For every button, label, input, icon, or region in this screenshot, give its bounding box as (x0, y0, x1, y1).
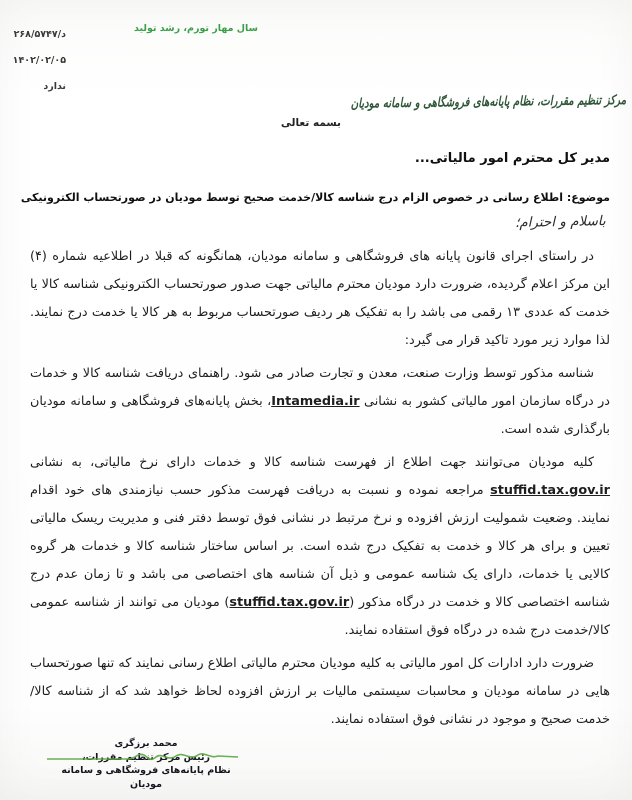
body-paragraph-3 (30, 449, 610, 645)
paragraph-text: در راستای اجرای قانون پایانه های فروشگاهی و سامانه مودیان، همانگونه که قبلا در اطلاعیه شماره (۴) این مرکز اعلام گردیده، ضرورت دارد مودیان محترم مالیاتی جهت صدور صورتحساب الکترونیکی شناسه کالا یا خدمت که عددی ۱۳ رقمی می باشد را به تفکیک هر ردیف صورتحساب مربوط به هر کالا یا خدمت درج نمایند. لذا موارد زیر مورد تاکید قرار می گیرد: (30, 249, 610, 348)
signature-title-2: نظام پایانه‌های فروشگاهی و سامانه مودیان (61, 765, 231, 790)
paragraph-text: ، بخش پایانه‌های فروشگاهی و سامانه مودیان بارگذاری شده است. (30, 394, 610, 437)
signature-title-1: رئیس مرکز تنظیم مقررات، (50, 751, 242, 765)
letter-attachment: ندارد (43, 81, 66, 92)
letterhead-calligraphy: مرکز تنظیم مقررات، نظام پایانه‌های فروشگاهی و سامانه مودیان (350, 93, 627, 112)
year-slogan: سال مهار تورم، رشد تولید (134, 23, 258, 34)
body-paragraph-1 (30, 243, 610, 355)
paragraph-text: ) مودیان می توانند از شناسه عمومی کالا/خدمت درج شده در درگاه فوق استفاده نمایند. (30, 595, 610, 638)
signature-block (50, 737, 242, 791)
letter-number: د/۲۶۸/۵۷۴۷ (13, 29, 66, 40)
paragraph-text: شناسه مذکور توسط وزارت صنعت، معدن و تجارت صادر می شود. راهنمای دریافت شناسه کالا و خدمات در درگاه سازمان امور مالیاتی کشور به نشانی (30, 366, 610, 409)
letter-date: ۱۴۰۲/۰۲/۰۵ (12, 55, 66, 66)
subject-line: موضوع: اطلاع رسانی در خصوص الزام درج شناسه کالا/خدمت صحیح توسط مودیان در صورتحساب الکترونیکی (20, 191, 610, 204)
paragraph-text: کلیه مودیان می‌توانند جهت اطلاع از فهرست شناسه کالا و خدمات دارای نرخ مالیاتی، به نشانی (30, 455, 594, 470)
intamedia-link: Intamedia.ir (271, 394, 360, 409)
stuffid-link-2: stuffid.tax.gov.ir (229, 595, 350, 610)
letter-body (30, 243, 610, 739)
recipient-line: مدیر کل محترم امور مالیاتی... (414, 151, 610, 166)
body-paragraph-4 (30, 650, 610, 734)
signature-name: محمد برزگری (114, 738, 178, 749)
paragraph-text: ضرورت دارد ادارات کل امور مالیاتی به کلیه مودیان محترم مالیاتی اطلاع رسانی نمایند که تنها صورتحساب هایی در سامانه مودیان و محاسبات سیستمی مالیات بر ارزش افزوده لحاظ خواهد شد که از شناسه کالا/خدمت صحیح و موجود در نشانی فوق استفاده نمایند. (30, 656, 610, 727)
paragraph-text: مراجعه نموده و نسبت به دریافت فهرست مذکور حسب نیازمندی های خود اقدام نمایند. وضعیت شمولیت ارزش افزوده و نرخ مرتبط در نشانی فوق توسط دفتر فنی و مدیریت ریسک مالیاتی تعیین و برای هر کالا و خدمت به تفکیک درج شده است. بر اساس ساختار شناسه کالا و خدمات هر گروه کالایی یا خدمات، دارای یک شناسه عمومی و ذیل آن شناسه های اختصاصی می باشد و تا زمان عدم درج شناسه اختصاصی کالا و خدمت در درگاه مذکور ( (30, 483, 610, 610)
stuffid-link-1: stuffid.tax.gov.ir (490, 483, 610, 498)
letter-meta-block (4, 22, 66, 100)
body-paragraph-2 (30, 360, 610, 444)
bismillah: بسمه تعالی (280, 117, 341, 129)
salutation: باسلام و احترام؛ (515, 213, 607, 231)
